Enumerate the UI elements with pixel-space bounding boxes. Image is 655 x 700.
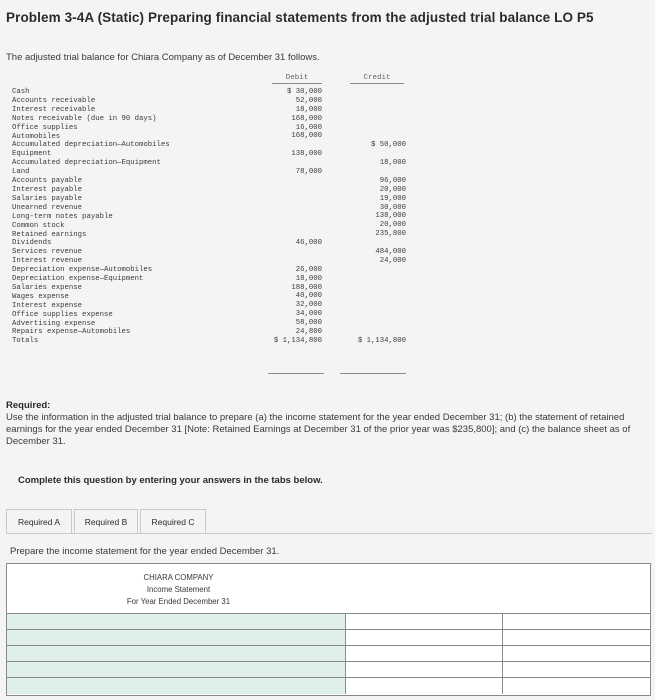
statement-amount-input[interactable] bbox=[503, 614, 650, 630]
trial-balance-credit: 24,000 bbox=[379, 256, 406, 265]
trial-balance-credit bbox=[346, 319, 406, 328]
trial-balance-debit: 168,000 bbox=[291, 114, 322, 123]
trial-balance-debit: 18,000 bbox=[295, 105, 322, 114]
trial-balance-account: Interest receivable bbox=[12, 105, 96, 114]
trial-balance-debit: 34,000 bbox=[295, 310, 322, 319]
trial-balance-credit bbox=[346, 168, 406, 177]
trial-balance-credit bbox=[346, 88, 406, 97]
instruction-text: Complete this question by entering your answers in the tabs below. bbox=[18, 475, 323, 486]
trial-balance-account: Depreciation expense—Automobiles bbox=[12, 266, 153, 275]
trial-balance-account: Automobiles bbox=[12, 132, 61, 141]
trial-balance-account: Accumulated depreciation—Automobiles bbox=[12, 141, 170, 150]
trial-balance-account: Cash bbox=[12, 88, 30, 96]
trial-balance-account: Salaries expense bbox=[12, 283, 83, 292]
trial-balance-account: Interest revenue bbox=[12, 257, 83, 266]
trial-balance-account: Depreciation expense—Equipment bbox=[12, 275, 144, 284]
required-text: Use the information in the adjusted trial balance to prepare (a) the income statement for the year ended December 31; (b) the statement of retained earnings for the year ended December 31 [Note: Retained Earnings at December 31 of the prior year was $235,800]; and (c) the balance sheet as of December 31. bbox=[6, 412, 631, 447]
statement-amount-input[interactable] bbox=[346, 662, 503, 678]
trial-balance-debit bbox=[262, 141, 322, 150]
statement-label-input[interactable] bbox=[7, 646, 346, 662]
trial-balance-debit: 78,000 bbox=[295, 168, 322, 177]
trial-balance-debit: 138,000 bbox=[291, 150, 322, 159]
trial-balance-credits bbox=[346, 88, 406, 346]
trial-balance-debit: 24,800 bbox=[295, 328, 322, 337]
trial-balance-debit bbox=[262, 195, 322, 204]
trial-balance-debit bbox=[262, 257, 322, 266]
statement-row bbox=[7, 613, 650, 630]
debit-total-rule bbox=[268, 373, 324, 374]
trial-balance-account: Wages expense bbox=[12, 292, 69, 301]
trial-balance-account: Land bbox=[12, 168, 30, 177]
trial-balance-debit: 52,000 bbox=[295, 96, 322, 105]
credit-total-rule bbox=[340, 373, 406, 374]
trial-balance-credit bbox=[346, 150, 406, 159]
statement-name: Income Statement bbox=[146, 585, 211, 594]
trial-balance-credit bbox=[346, 301, 406, 310]
statement-amount-input[interactable] bbox=[346, 678, 503, 694]
trial-balance-credit: 138,000 bbox=[375, 212, 406, 221]
trial-balance-account: Repairs expense—Automobiles bbox=[12, 328, 131, 337]
statement-period: For Year Ended December 31 bbox=[126, 597, 231, 606]
debit-header-rule bbox=[272, 83, 322, 84]
problem-title: Problem 3-4A (Static) Preparing financial statements from the adjusted trial balance LO P5 bbox=[6, 10, 594, 25]
statement-amount-input[interactable] bbox=[346, 630, 503, 646]
statement-amount-input[interactable] bbox=[503, 662, 650, 678]
trial-balance-credit bbox=[346, 284, 406, 293]
trial-balance-debit: $ 1,134,800 bbox=[273, 336, 322, 345]
trial-balance-account: Equipment bbox=[12, 150, 52, 159]
statement-amount-input[interactable] bbox=[503, 646, 650, 662]
trial-balance-credit: $ 1,134,800 bbox=[357, 336, 406, 345]
trial-balance-credit bbox=[346, 132, 406, 141]
credit-header: Credit bbox=[363, 74, 391, 82]
trial-balance-debit bbox=[262, 248, 322, 257]
trial-balance-credit: 20,000 bbox=[379, 185, 406, 194]
trial-balance-debit bbox=[262, 212, 322, 221]
trial-balance-credit bbox=[346, 97, 406, 106]
statement-header bbox=[7, 564, 650, 613]
trial-balance-credit bbox=[346, 275, 406, 284]
credit-header-rule bbox=[350, 83, 404, 84]
intro-text: The adjusted trial balance for Chiara Company as of December 31 follows. bbox=[6, 52, 320, 63]
trial-balance-debit: 40,000 bbox=[295, 292, 322, 301]
trial-balance-account: Interest expense bbox=[12, 301, 83, 310]
trial-balance-account: Office supplies expense bbox=[12, 310, 113, 319]
trial-balance-debit bbox=[262, 230, 322, 239]
trial-balance-debit: 18,000 bbox=[295, 274, 322, 283]
trial-balance-credit: 18,000 bbox=[379, 159, 406, 168]
required-heading: Required: bbox=[6, 400, 51, 411]
trial-balance-credit bbox=[346, 310, 406, 319]
statement-label-input[interactable] bbox=[7, 614, 346, 630]
trial-balance-account: Dividends bbox=[12, 239, 52, 248]
trial-balance-credit: 235,800 bbox=[375, 230, 406, 239]
trial-balance-debit: 188,000 bbox=[291, 283, 322, 292]
income-statement-form bbox=[6, 563, 651, 696]
trial-balance-account: Services revenue bbox=[12, 248, 83, 257]
trial-balance-credit bbox=[346, 115, 406, 124]
tab-required-b[interactable]: Required B bbox=[74, 509, 138, 534]
trial-balance-account: Accounts receivable bbox=[12, 96, 96, 105]
statement-label-input[interactable] bbox=[7, 662, 346, 678]
trial-balance-debit bbox=[262, 186, 322, 195]
trial-balance-debit bbox=[262, 204, 322, 213]
trial-balance-credit bbox=[346, 328, 406, 337]
trial-balance-credit: 20,000 bbox=[379, 221, 406, 230]
trial-balance-debit: 58,000 bbox=[295, 319, 322, 328]
trial-balance-account: Common stock bbox=[12, 221, 65, 230]
trial-balance-account: Office supplies bbox=[12, 123, 78, 132]
debit-header: Debit bbox=[285, 74, 309, 82]
statement-amount-input[interactable] bbox=[503, 678, 650, 694]
trial-balance-account: Notes receivable (due in 90 days) bbox=[12, 114, 157, 123]
trial-balance-debit: 26,000 bbox=[295, 265, 322, 274]
trial-balance-credit bbox=[346, 239, 406, 248]
trial-balance-credit: 484,000 bbox=[375, 248, 406, 257]
trial-balance-debit bbox=[262, 159, 322, 168]
trial-balance-account: Accumulated depreciation—Equipment bbox=[12, 159, 161, 168]
trial-balance-credit bbox=[346, 106, 406, 115]
trial-balance-account: Totals bbox=[12, 337, 39, 346]
trial-balance-account: Retained earnings bbox=[12, 230, 87, 239]
trial-balance-credit: 30,000 bbox=[379, 203, 406, 212]
trial-balance-account: Accounts payable bbox=[12, 177, 83, 186]
trial-balance-account: Advertising expense bbox=[12, 319, 96, 328]
trial-balance-credit bbox=[346, 266, 406, 275]
statement-row bbox=[7, 629, 650, 646]
trial-balance-debit bbox=[262, 221, 322, 230]
trial-balance-debit: 16,000 bbox=[295, 123, 322, 132]
trial-balance-debit: 46,000 bbox=[295, 239, 322, 248]
trial-balance-debit: $ 30,000 bbox=[286, 88, 322, 96]
statement-label-input[interactable] bbox=[7, 630, 346, 646]
statement-label-input[interactable] bbox=[7, 678, 346, 694]
statement-row bbox=[7, 661, 650, 678]
trial-balance-debits bbox=[262, 88, 322, 346]
statement-amount-input[interactable] bbox=[503, 630, 650, 646]
trial-balance-account: Salaries payable bbox=[12, 194, 83, 203]
trial-balance-credit: 19,000 bbox=[379, 194, 406, 203]
trial-balance-credit bbox=[346, 292, 406, 301]
company-name: CHIARA COMPANY bbox=[143, 573, 214, 582]
statement-row bbox=[7, 645, 650, 662]
tabs-divider bbox=[6, 533, 652, 534]
statement-amount-input[interactable] bbox=[346, 646, 503, 662]
statement-row bbox=[7, 677, 650, 694]
trial-balance-credit: 96,000 bbox=[379, 176, 406, 185]
tab-required-a[interactable]: Required A bbox=[6, 509, 72, 534]
trial-balance-debit: 32,000 bbox=[295, 301, 322, 310]
trial-balance-debit bbox=[262, 177, 322, 186]
trial-balance-account: Interest payable bbox=[12, 185, 83, 194]
tab-required-c[interactable]: Required C bbox=[140, 509, 206, 534]
trial-balance-debit: 168,000 bbox=[291, 132, 322, 141]
trial-balance-accounts bbox=[12, 88, 274, 346]
trial-balance-credit bbox=[346, 124, 406, 133]
statement-prompt: Prepare the income statement for the year ended December 31. bbox=[10, 546, 280, 557]
statement-amount-input[interactable] bbox=[346, 614, 503, 630]
trial-balance-account: Long-term notes payable bbox=[12, 212, 113, 221]
trial-balance-account: Unearned revenue bbox=[12, 203, 83, 212]
trial-balance-credit: $ 50,000 bbox=[370, 141, 406, 150]
